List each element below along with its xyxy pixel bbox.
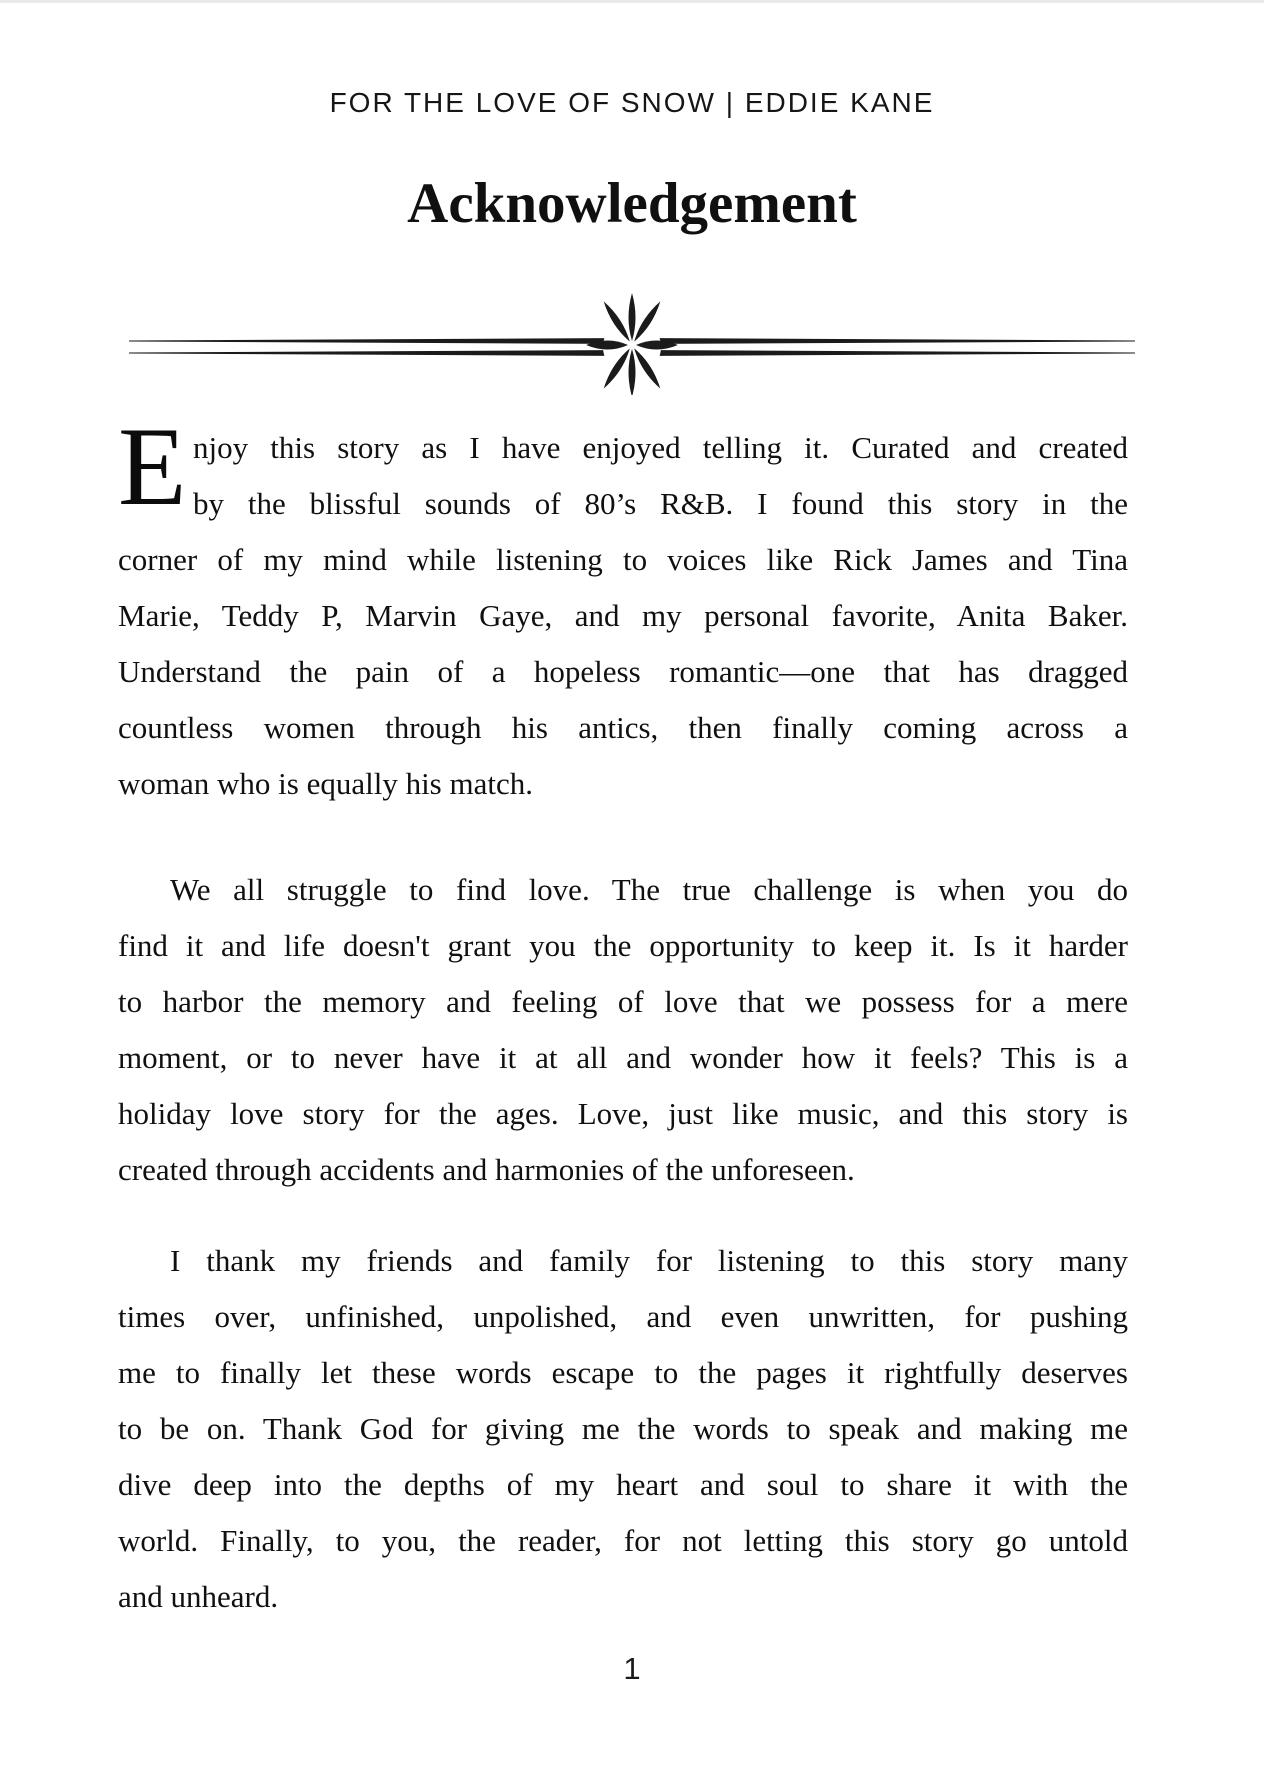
text-line: I thank my friends and family for listening to this story many: [170, 1243, 1128, 1278]
text-line: moment, or to never have it at all and wonder how it feels? This is a: [118, 1040, 1128, 1075]
text-line: world. Finally, to you, the reader, for not letting this story go untold: [118, 1523, 1128, 1558]
flower-star-divider-icon: [129, 291, 1135, 395]
text-line: and unheard.: [118, 1579, 279, 1614]
text-line: corner of my mind while listening to voices like Rick James and Tina: [118, 542, 1128, 577]
text-line: woman who is equally his match.: [118, 766, 533, 801]
text-line: njoy this story as I have enjoyed telling it. Curated and created: [193, 430, 1128, 465]
text-line: dive deep into the depths of my heart and soul to share it with the: [118, 1467, 1128, 1502]
text-line: by the blissful sounds of 80’s R&B. I found this story in the: [193, 486, 1128, 521]
body-text: [118, 405, 1128, 1625]
page-number: 1: [623, 1651, 641, 1686]
drop-cap-letter: E: [118, 405, 187, 529]
chapter-title: Acknowledgement: [407, 172, 857, 235]
running-header: FOR THE LOVE OF SNOW | EDDIE KANE: [329, 87, 935, 118]
paragraph-2: [118, 862, 1128, 1198]
text-line: me to finally let these words escape to the pages it rightfully deserves: [118, 1355, 1128, 1390]
text-line: We all struggle to find love. The true challenge is when you do: [170, 872, 1128, 907]
paragraph-1: [118, 405, 1128, 812]
text-line: to be on. Thank God for giving me the words to speak and making me: [118, 1411, 1128, 1446]
text-line: find it and life doesn't grant you the opportunity to keep it. Is it harder: [118, 928, 1128, 963]
text-line: times over, unfinished, unpolished, and even unwritten, for pushing: [118, 1299, 1128, 1334]
drop-cap: [118, 405, 187, 529]
text-line: Understand the pain of a hopeless romantic—one that has dragged: [118, 654, 1128, 689]
paragraph-3: [118, 1233, 1128, 1625]
text-line: holiday love story for the ages. Love, just like music, and this story is: [118, 1096, 1128, 1131]
text-line: to harbor the memory and feeling of love that we possess for a mere: [118, 984, 1128, 1019]
text-line: countless women through his antics, then finally coming across a: [118, 710, 1128, 745]
ornamental-divider: [129, 291, 1135, 395]
text-line: created through accidents and harmonies of the unforeseen.: [118, 1152, 855, 1187]
text-line: Marie, Teddy P, Marvin Gaye, and my personal favorite, Anita Baker.: [118, 598, 1128, 633]
